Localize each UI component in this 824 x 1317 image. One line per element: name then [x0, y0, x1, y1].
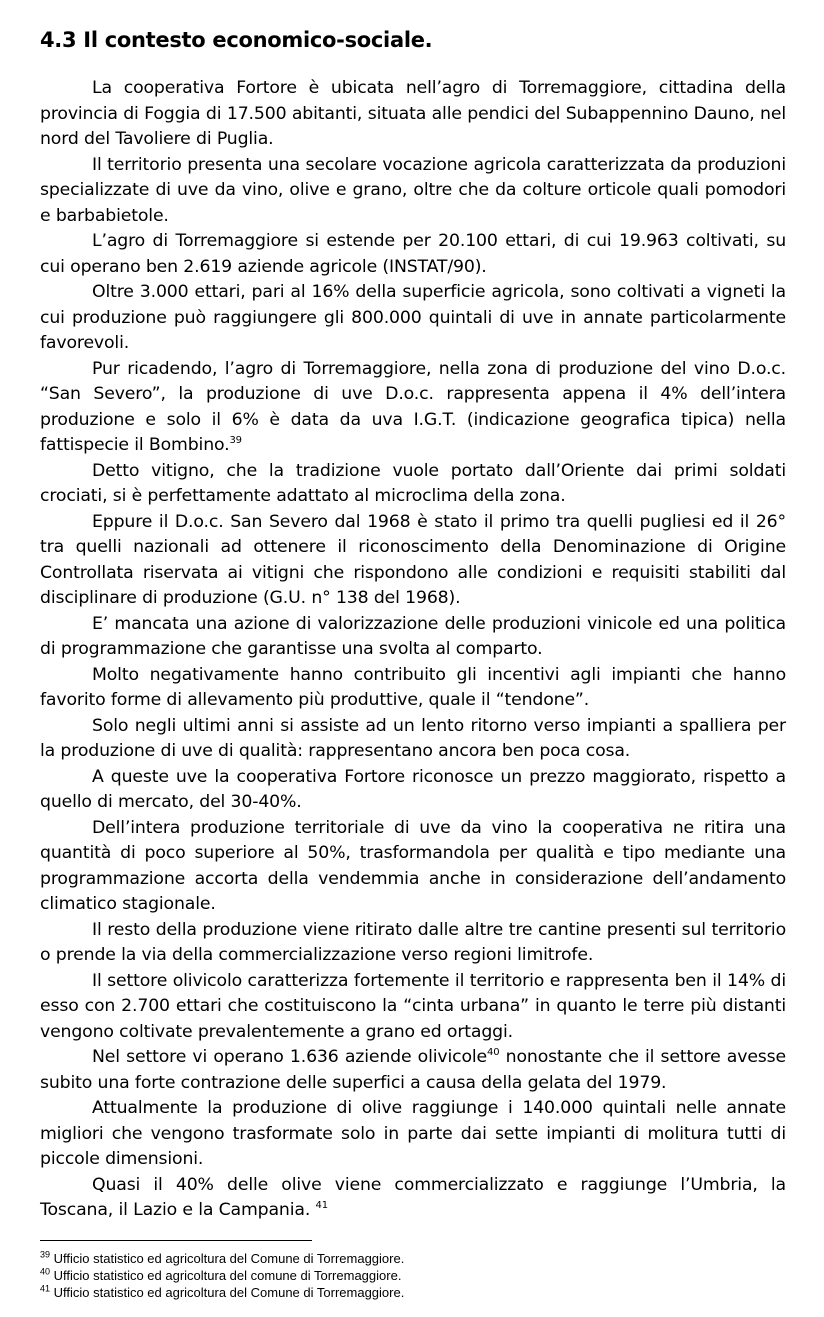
- paragraph: Molto negativamente hanno contribuito gli incentivi agli impianti che hanno favorito forme di allevamento più produttive, quale il “tendone”.: [40, 664, 786, 710]
- paragraph: Il resto della produzione viene ritirato dalle altre tre cantine presenti sul territorio o prende la via della commercializzazione verso regioni limitrofe.: [40, 919, 786, 965]
- section-heading: 4.3 Il contesto economico-sociale.: [40, 28, 433, 52]
- paragraph: L’agro di Torremaggiore si estende per 20.100 ettari, di cui 19.963 coltivati, su cui operano ben 2.619 aziende agricole (INSTAT/90).: [40, 231, 786, 277]
- paragraph: Il territorio presenta una secolare vocazione agricola caratterizzata da produzioni specializzate di uve da vino, olive e grano, oltre che da colture orticole quali pomodori e barbabietole.: [40, 154, 786, 226]
- body-text: [40, 76, 786, 1224]
- footnote-number: 41: [40, 1283, 51, 1294]
- paragraph: Solo negli ultimi anni si assiste ad un lento ritorno verso impianti a spalliera per la produzione di uve di qualità: rappresentano ancora ben poca cosa.: [40, 715, 786, 761]
- paragraph: E’ mancata una azione di valorizzazione delle produzioni vinicole ed una politica di programmazione che garantisse una svolta al comparto.: [40, 613, 786, 659]
- paragraph: Quasi il 40% delle olive viene commercializzato e raggiunge l’Umbria, la Toscana, il Lazio e la Campania. $^{41}$: [40, 1174, 786, 1220]
- paragraph: Oltre 3.000 ettari, pari al 16% della superficie agricola, sono coltivati a vigneti la cui produzione può raggiungere gli 800.000 quintali di uve in annate particolarmente favorevoli.: [40, 282, 786, 353]
- footnote-separator: [40, 1240, 312, 1241]
- paragraph: Eppure il D.o.c. San Severo dal 1968 è stato il primo tra quelli pugliesi ed il 26° tra quelli nazionali ad ottenere il riconoscimento della Denominazione di Origine Controllata riservata ai vitigni che rispondono alle condizioni e requisiti stabiliti dal disciplinare di produzione (G.U. n° 138 del 1968).: [40, 511, 786, 608]
- paragraph: Il settore olivicolo caratterizza fortemente il territorio e rappresenta ben il 14% di esso con 2.700 ettari che costituiscono la “cinta urbana” in quanto le terre più distanti vengono coltivate prevalentemente a grano ed ortaggi.: [40, 970, 786, 1042]
- footnote-number: 40: [40, 1266, 51, 1277]
- paragraph: Dell’intera produzione territoriale di uve da vino la cooperativa ne ritira una quantità di poco superiore al 50%, trasformandola per qualità e tipo mediante una programmazione accorta della vendemmia anche in considerazione dell’andamento climatico stagionale.: [40, 817, 786, 914]
- paragraph: Pur ricadendo, l’agro di Torremaggiore, nella zona di produzione del vino D.o.c. “San Severo”, la produzione di uve D.o.c. rappresenta appena il 4% dell’intera produzione e solo il 6% è data da uva I.G.T. (indicazione geografica tipica) nella fattispecie il Bombino.$^{39}$: [40, 358, 786, 455]
- footnote-number: 39: [40, 1249, 51, 1260]
- footnote: $^{40}$ Ufficio statistico ed agricoltura del comune di Torremaggiore.: [40, 1266, 402, 1283]
- paragraph: Attualmente la produzione di olive raggiunge i 140.000 quintali nelle annate migliori che vengono trasformate solo in parte dai sette impianti di molitura tutti di piccole dimensioni.: [40, 1098, 786, 1169]
- footnote: $^{41}$ Ufficio statistico ed agricoltura del Comune di Torremaggiore.: [40, 1283, 405, 1300]
- footnotes: [40, 1250, 786, 1301]
- footnote-ref[interactable]: 41: [315, 1200, 328, 1212]
- paragraph: La cooperativa Fortore è ubicata nell’agro di Torremaggiore, cittadina della provincia di Foggia di 17.500 abitanti, situata alle pendici del Subappennino Dauno, nel nord del Tavoliere di Puglia.: [40, 78, 786, 149]
- footnote-ref[interactable]: 39: [229, 435, 242, 447]
- footnote: $^{39}$ Ufficio statistico ed agricoltura del Comune di Torremaggiore.: [40, 1249, 405, 1266]
- document-page: [40, 28, 786, 1301]
- paragraph: Detto vitigno, che la tradizione vuole portato dall’Oriente dai primi soldati crociati, si è perfettamente adattato al microclima della zona.: [40, 460, 786, 506]
- paragraph: A queste uve la cooperativa Fortore riconosce un prezzo maggiorato, rispetto a quello di mercato, del 30-40%.: [40, 766, 786, 812]
- paragraph: Nel settore vi operano 1.636 aziende olivicole$^{40}$ nonostante che il settore avesse subito una forte contrazione delle superfici a causa della gelata del 1979.: [40, 1047, 786, 1093]
- footnote-ref[interactable]: 40: [487, 1047, 500, 1059]
